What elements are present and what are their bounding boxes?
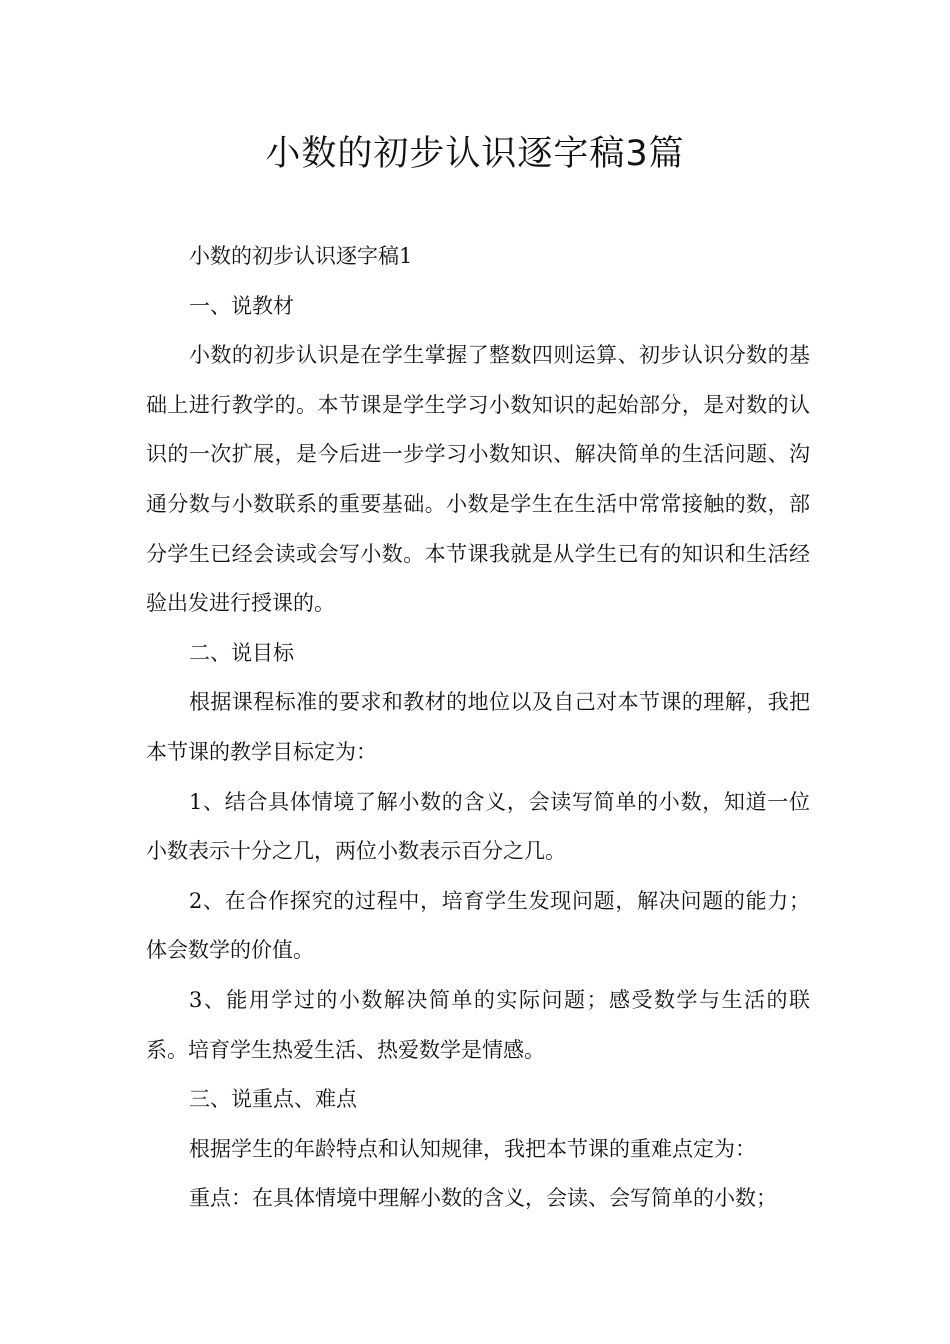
- list-item: 3、能用学过的小数解决简单的实际问题；感受数学与生活的联系。培育学生热爱生活、热爱数学是情感。: [146, 987, 810, 1062]
- subsection-heading: 三、说重点、难点: [189, 1087, 357, 1112]
- paragraph: 小数的初步认识是在学生掌握了整数四则运算、初步认识分数的基础上进行教学的。本节课是学生学习小数知识的起始部分，是对数的认识的一次扩展，是今后进一步学习小数知识、解决简单的生活问题、沟通分数与小数联系的重要基础。小数是学生在生活中常常接触的数，部分学生已经会读或会写小数。本节课我就是从学生已有的知识和生活经验出发进行授课的。: [146, 343, 810, 616]
- list-item: 1、结合具体情境了解小数的含义，会读写简单的小数，知道一位小数表示十分之几，两位小数表示百分之几。: [146, 789, 810, 864]
- document-body: [146, 232, 810, 1224]
- paragraph: 根据学生的年龄特点和认知规律，我把本节课的重难点定为：: [189, 1136, 756, 1161]
- paragraph: 重点：在具体情境中理解小数的含义，会读、会写简单的小数；: [189, 1186, 777, 1211]
- section-heading: 小数的初步认识逐字稿1: [189, 244, 413, 268]
- subsection-heading: 一、说教材: [189, 293, 294, 318]
- subsection-heading: 二、说目标: [189, 640, 294, 665]
- paragraph: 根据课程标准的要求和教材的地位以及自己对本节课的理解，我把本节课的教学目标定为：: [146, 690, 810, 764]
- list-item: 2、在合作探究的过程中，培育学生发现问题，解决问题的能力；体会数学的价值。: [146, 888, 810, 963]
- document-title: 小数的初步认识逐字稿3篇: [265, 134, 685, 174]
